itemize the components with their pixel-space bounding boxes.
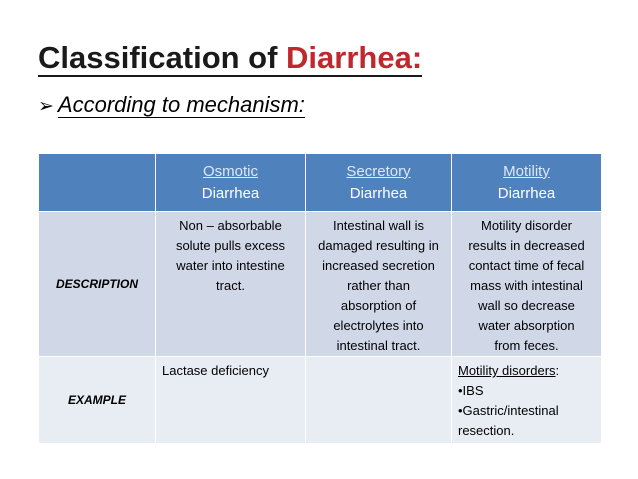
row-label-description: DESCRIPTION [39,212,156,357]
header-motility [452,154,602,212]
text-line: mass with intestinal [470,278,583,293]
example-heading: Motility disorders [458,363,556,378]
header-corner-cell [39,154,156,212]
slide-subtitle [38,90,305,122]
text-line: damaged resulting in [318,238,439,253]
text-line: wall so decrease [478,298,575,313]
example-secretory [306,357,452,444]
text-line: solute pulls excess [175,238,286,253]
table-row-description [39,212,602,357]
text-line: water absorption [478,318,575,333]
slide-title [38,38,422,78]
column-sub: Diarrhea [349,184,408,202]
text-line: water into intestine [176,258,285,273]
table-header-row [39,154,602,212]
text-line: results in decreased [468,238,585,253]
text-line: electrolytes into [333,318,424,333]
text-line: rather than [347,278,410,293]
example-heading-suffix: : [555,363,560,378]
example-item: •IBS [458,383,484,398]
desc-secretory [306,212,452,357]
row-label-example: EXAMPLE [39,357,156,444]
column-sub: Diarrhea [497,184,556,202]
desc-osmotic [156,212,306,357]
classification-table [38,153,602,444]
table-row-example [39,357,602,444]
text-line: increased secretion [322,258,435,273]
text-line: contact time of fecal [468,258,585,273]
column-sub: Diarrhea [201,184,260,202]
column-name: Secretory [346,162,411,180]
arrow-bullet-icon: ➢ [38,96,54,117]
text-line: from feces. [494,338,559,353]
text-line: Non – absorbable [179,218,282,233]
column-name: Osmotic [202,162,258,180]
example-item: resection. [458,423,515,438]
header-osmotic [156,154,306,212]
text-line: intestinal tract. [336,338,421,353]
title-highlight: Diarrhea: [286,40,423,75]
column-name: Motility [503,162,550,180]
example-osmotic: Lactase deficiency [156,357,306,444]
subtitle-text: According to mechanism: [57,92,305,117]
title-text: Classification of [38,40,287,75]
text-line: Motility disorder [480,218,573,233]
example-heading-line [458,361,596,381]
example-motility [452,357,602,444]
text-line: Intestinal wall is [332,218,425,233]
desc-motility [452,212,602,357]
example-item: •Gastric/intestinal [458,403,559,418]
text-line: absorption of [340,298,417,313]
header-secretory [306,154,452,212]
text-line: tract. [216,278,245,293]
